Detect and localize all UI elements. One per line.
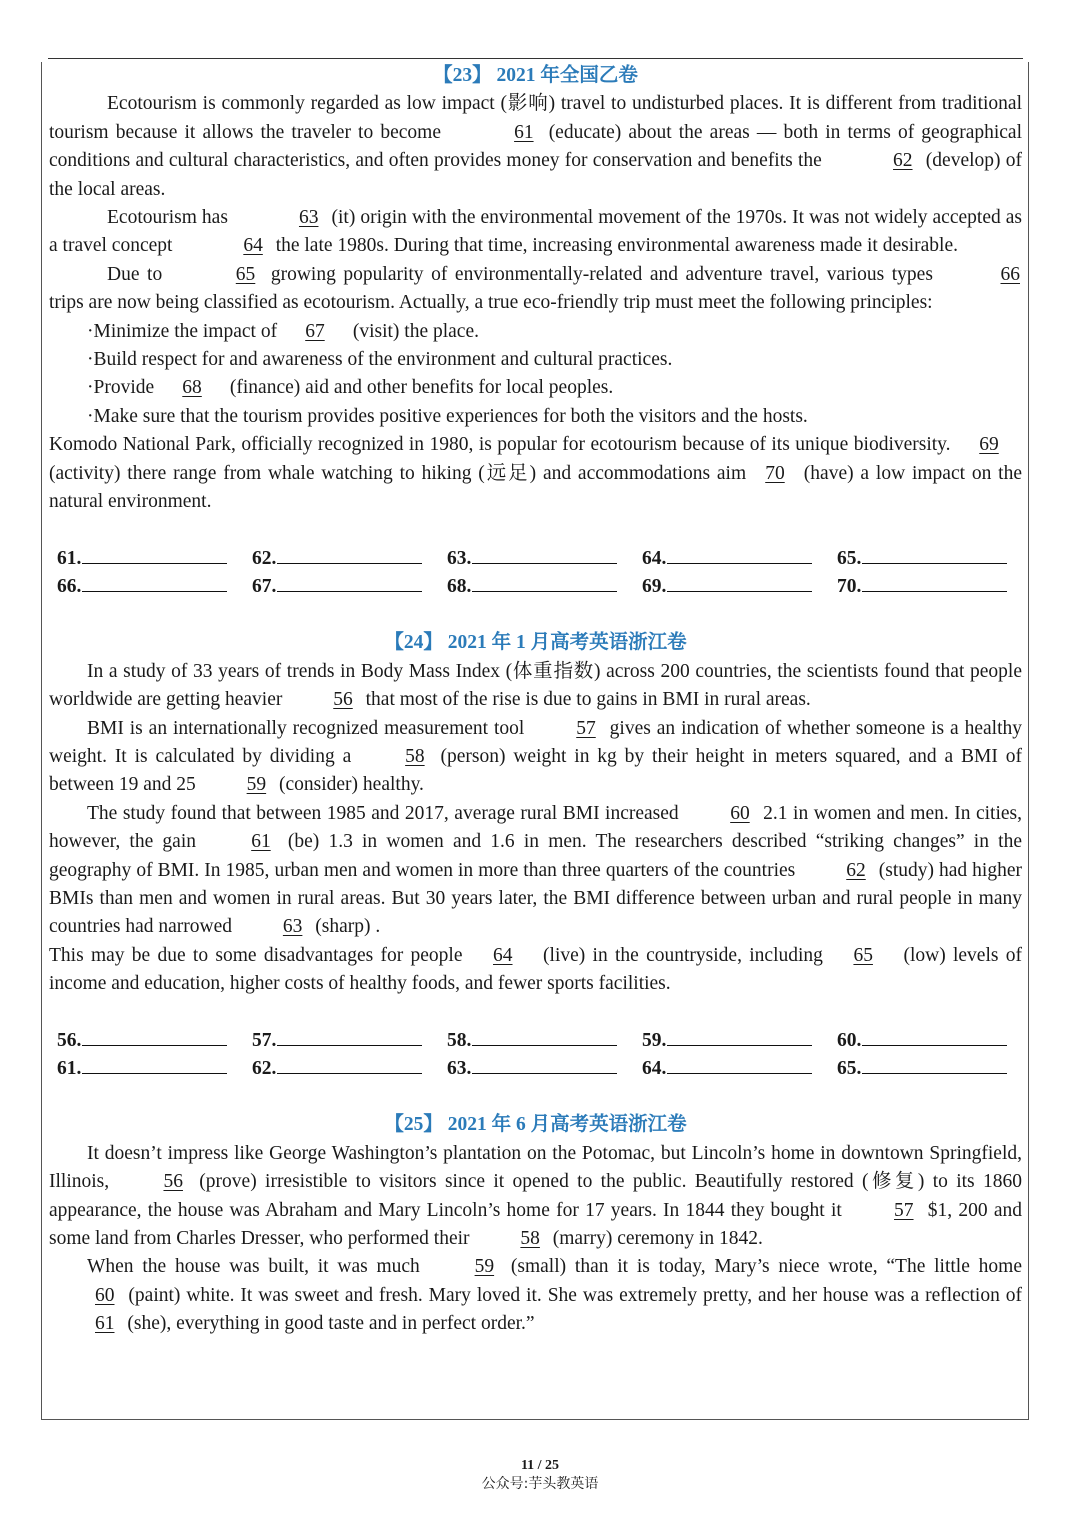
q25-title: 【25】 2021 年 6 月高考英语浙江卷	[384, 1114, 687, 1136]
answer-line[interactable]: 66.	[57, 573, 252, 601]
answer-line[interactable]: 67.	[252, 573, 447, 601]
blank-66: 66	[1000, 263, 1020, 285]
q23-title: 【23】 2021 年全国乙卷	[433, 65, 638, 86]
q24-paragraph-2: BMI is an internationally recognized measurement tool 57 gives an indication of whether someone is a healthy weight. It is calculated by dividing a 58 (person) weight in kg by their height in meters squared, and a BMI of between 19 and 25 59 (consider) healthy.	[49, 715, 1022, 800]
q23-paragraph-2: Ecotourism has 63 (it) origin with the environmental movement of the 1970s. It was not widely accepted as a travel concept 64 the late 1980s. During that time, increasing environmental awareness made it desirable.	[49, 204, 1022, 261]
q24-paragraph-4: This may be due to some disadvantages for people 64 (live) in the countryside, including 65 (low) levels of income and education, higher costs of healthy foods, and fewer sports facilities.	[49, 942, 1022, 999]
blank-59: 59	[246, 774, 267, 796]
answer-line[interactable]: 65.	[837, 1055, 1032, 1083]
blank-58: 58	[520, 1228, 540, 1250]
answer-line[interactable]: 63.	[447, 545, 642, 573]
q24-title: 【24】 2021 年 1 月高考英语浙江卷	[384, 632, 687, 654]
blank-68: 68	[182, 377, 202, 399]
blank-63: 63	[282, 916, 303, 938]
answer-line[interactable]: 69.	[642, 573, 837, 601]
q23-bullet-1: ·Minimize the impact of 67 (visit) the place.	[87, 318, 1022, 346]
blank-70: 70	[765, 462, 785, 484]
q23-paragraph-3: Due to 65 growing popularity of environmentally-related and adventure travel, various types 66 trips are now being classified as ecotourism. Actually, a true eco-friendly trip must meet the following principles:	[49, 261, 1022, 318]
answer-line[interactable]: 70.	[837, 573, 1032, 601]
q23-bullet-3: ·Provide 68 (finance) aid and other benefits for local peoples.	[87, 374, 1022, 402]
blank-58: 58	[405, 745, 425, 767]
blank-69: 69	[979, 434, 999, 456]
q23-answer-grid	[57, 545, 1022, 602]
q24-paragraph-3: The study found that between 1985 and 2017, average rural BMI increased 60 2.1 in women and men. In cities, however, the gain 61 (be) 1.3 in women and 1.6 in men. The researchers described “striking changes” in the geography of BMI. In 1985, urban men and women in more than three quarters of the countries 62 (study) had higher BMIs than men and women in rural areas. But 30 years later, the BMI difference between urban and rural people in many countries had narrowed 63 (sharp) .	[49, 800, 1022, 942]
q23-paragraph-4: Komodo National Park, officially recognized in 1980, is popular for ecotourism because of its unique biodiversity. 69 (activity) there range from whale watching to hiking (远足) and accommodations aim 70 (have) a low impact on the natural environment.	[49, 431, 1022, 516]
blank-64: 64	[493, 944, 513, 966]
answer-line[interactable]: 62.	[252, 1055, 447, 1083]
blank-62: 62	[846, 859, 866, 881]
blank-61: 61	[95, 1313, 115, 1335]
blank-60: 60	[95, 1284, 115, 1306]
top-rule	[48, 58, 1023, 59]
blank-57: 57	[576, 717, 596, 739]
blank-56: 56	[333, 689, 353, 711]
q23-paragraph-1: Ecotourism is commonly regarded as low impact (影响) travel to undisturbed places. It is different from traditional tourism because it allows the traveler to become 61 (educate) about the areas — both in terms of geographical conditions and cultural characteristics, and often provides money for conservation and benefits the 62 (develop) of the local areas.	[49, 93, 1022, 200]
page-content	[49, 62, 1022, 1339]
blank-59: 59	[474, 1256, 495, 1278]
answer-line[interactable]: 64.	[642, 545, 837, 573]
answer-line[interactable]: 58.	[447, 1027, 642, 1055]
answer-line[interactable]: 57.	[252, 1027, 447, 1055]
answer-line[interactable]: 61.	[57, 545, 252, 573]
answer-line[interactable]: 56.	[57, 1027, 252, 1055]
q23-bullet-2: ·Build respect for and awareness of the environment and cultural practices.	[87, 349, 673, 371]
answer-line[interactable]: 63.	[447, 1055, 642, 1083]
q25-paragraph-2: When the house was built, it was much 59 (small) than it is today, Mary’s niece wrote, “The little home 60 (paint) white. It was sweet and fresh. Mary loved it. She was extremely pretty, and her house was a reflection of 61 (she), everything in good taste and in perfect order.”	[49, 1253, 1022, 1338]
watermark-text: 公众号:芋头教英语	[481, 1476, 599, 1492]
q23-bullet-4: ·Make sure that the tourism provides positive experiences for both the visitors and the hosts.	[87, 405, 808, 427]
q24-answer-grid	[57, 1027, 1022, 1084]
answer-line[interactable]: 59.	[642, 1027, 837, 1055]
answer-line[interactable]: 68.	[447, 573, 642, 601]
blank-57: 57	[894, 1199, 914, 1221]
answer-line[interactable]: 61.	[57, 1055, 252, 1083]
q25-paragraph-1: It doesn’t impress like George Washington’s plantation on the Potomac, but Lincoln’s home in downtown Springfield, Illinois, 56 (prove) irresistible to visitors since it opened to the public. Beautifully restored (修复) to its 1860 appearance, the house was Abraham and Mary Lincoln’s home for 17 years. In 1844 they bought it 57 $1, 200 and some land from Charles Dresser, who performed their 58 (marry) ceremony in 1842.	[49, 1140, 1022, 1254]
blank-56: 56	[163, 1171, 183, 1193]
blank-65: 65	[235, 263, 256, 285]
q24-paragraph-1: In a study of 33 years of trends in Body Mass Index (体重指数) across 200 countries, the scientists found that people worldwide are getting heavier 56 that most of the rise is due to gains in BMI in rural areas.	[49, 658, 1022, 715]
answer-line[interactable]: 65.	[837, 545, 1032, 573]
answer-line[interactable]: 64.	[642, 1055, 837, 1083]
answer-line[interactable]: 62.	[252, 545, 447, 573]
blank-67: 67	[305, 320, 325, 342]
answer-line[interactable]: 60.	[837, 1027, 1032, 1055]
blank-64: 64	[243, 235, 263, 257]
blank-63: 63	[298, 207, 319, 229]
blank-65: 65	[853, 944, 873, 966]
page-number: 11 / 25	[520, 1458, 560, 1473]
blank-62: 62	[893, 150, 913, 172]
blank-61: 61	[251, 831, 271, 853]
blank-60: 60	[730, 802, 750, 824]
blank-61: 61	[514, 121, 534, 143]
